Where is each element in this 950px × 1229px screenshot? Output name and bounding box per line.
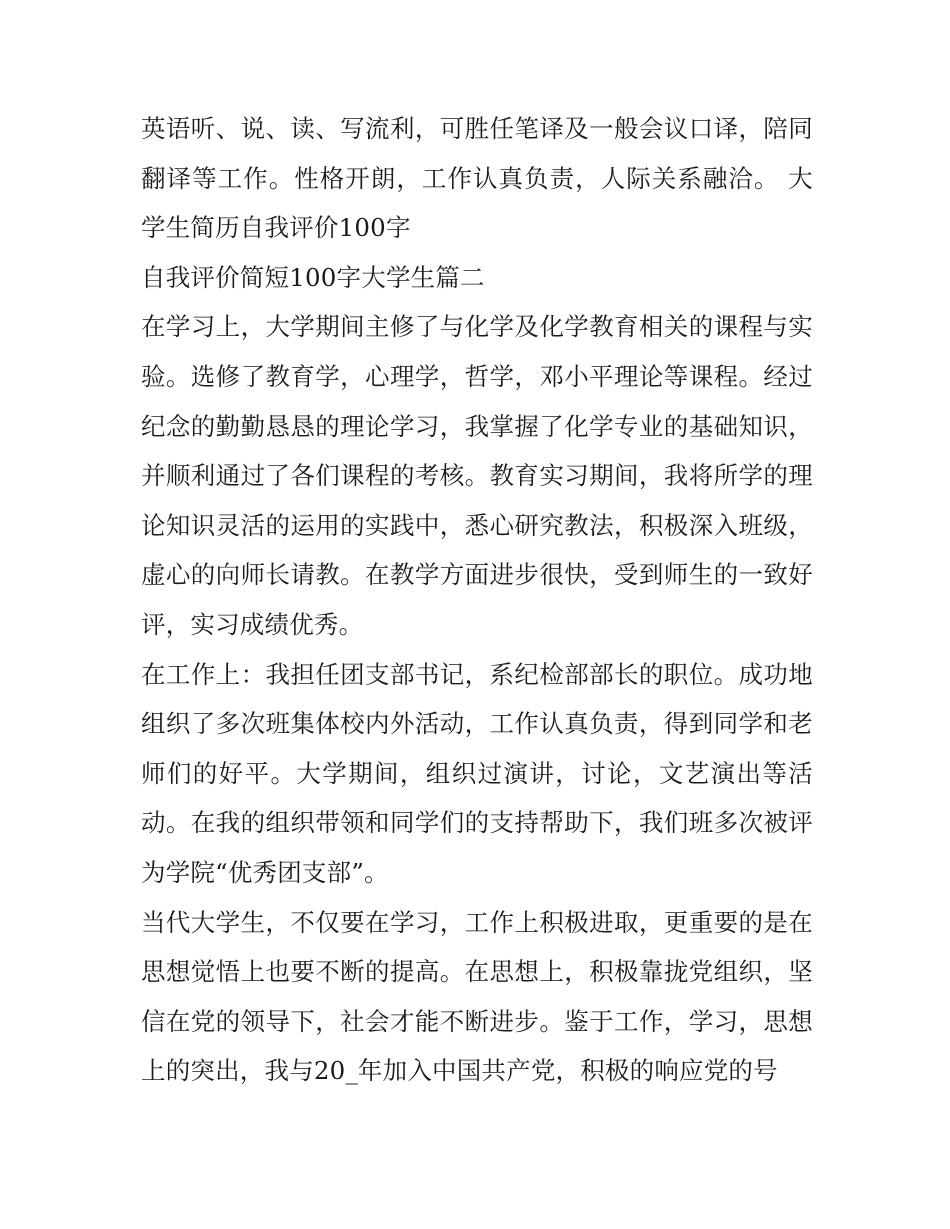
paragraph-ideology: 当代大学生，不仅要在学习，工作上积极进取，更重要的是在思想觉悟上也要不断的提高。在思想上，积极靠拢党组织，坚信在党的领导下，社会才能不断进步。鉴于工作，学习，思想上的突出，我与20_年加入中国共产党，积极的响应党的号 (141, 907, 813, 1086)
paragraph-english-skills: 英语听、说、读、写流利，可胜任笔译及一般会议口译，陪同翻译等工作。性格开朗，工作认真负责，人际关系融洽。 大学生简历自我评价100字 (141, 114, 813, 243)
paragraph-study: 在学习上，大学期间主修了与化学及化学教育相关的课程与实验。选修了教育学，心理学，哲学，邓小平理论等课程。经过纪念的勤勤恳恳的理论学习，我掌握了化学专业的基础知识，并顺利通过了各们课程的考核。教育实习期间，我将所学的理论知识灵活的运用的实践中，悉心研究教法，积极深入班级，虚心的向师长请教。在教学方面进步很快，受到师生的一致好评，实习成绩优秀。 (141, 312, 813, 639)
section-heading: 自我评价简短100字大学生篇二 (141, 262, 485, 292)
document-body (141, 104, 813, 1096)
paragraph-work: 在工作上：我担任团支部书记，系纪检部部长的职位。成功地组织了多次班集体校内外活动，工作认真负责，得到同学和老师们的好平。大学期间，组织过演讲，讨论，文艺演出等活动。在我的组织带领和同学们的支持帮助下，我们班多次被评为学院“优秀团支部”。 (141, 659, 813, 887)
